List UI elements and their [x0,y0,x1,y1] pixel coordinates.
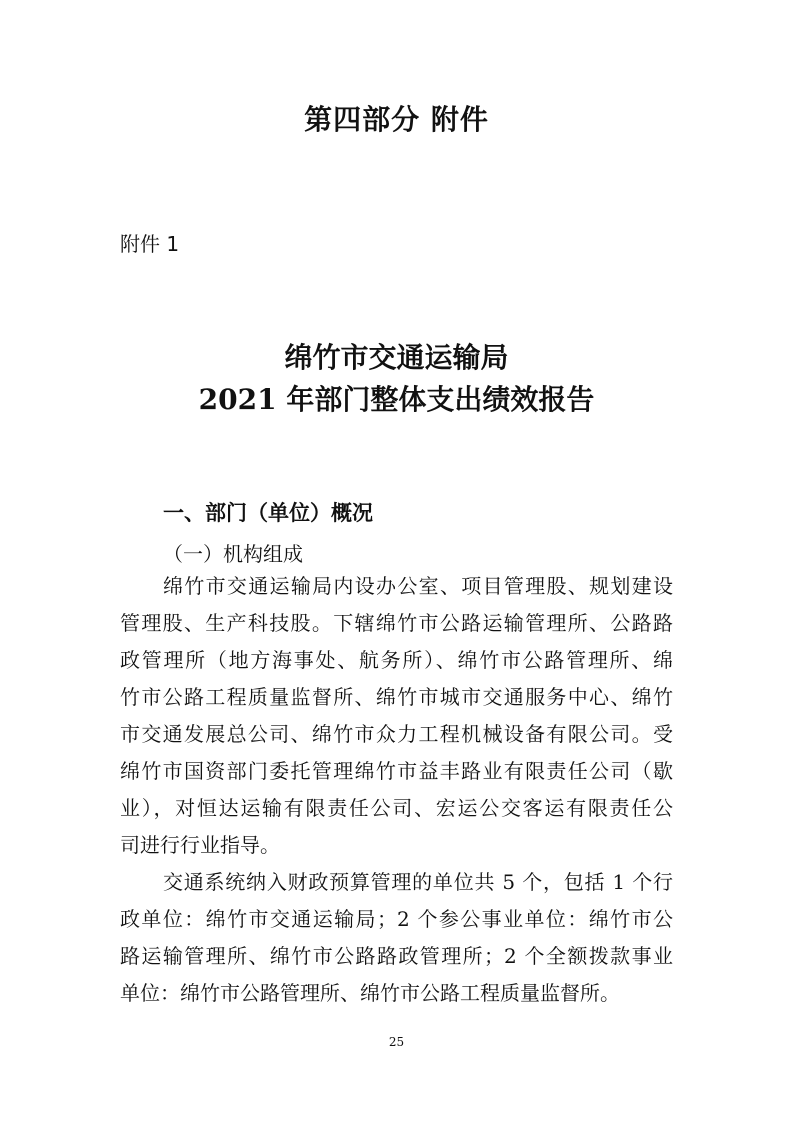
paragraph-line: 交通系统纳入财政预算管理的单位共 5 个，包括 1 个行 [163,870,673,894]
paragraph-line: 绵竹市国资部门委托管理绵竹市益丰路业有限责任公司（歇 [120,759,673,783]
paragraph-line: 竹市公路工程质量监督所、绵竹市城市交通服务中心、绵竹 [120,685,673,709]
annex-label: 附件 1 [120,232,180,256]
report-title-line-1: 绵竹市交通运输局 [284,341,509,374]
report-title-line-2: 2021 年部门整体支出绩效报告 [198,383,595,416]
page-number: 25 [388,1035,405,1049]
paragraph-line: 市交通发展总公司、绵竹市众力工程机械设备有限公司。受 [120,722,673,746]
subsection-heading: （一）机构组成 [163,542,303,566]
paragraph-line: 政管理所（地方海事处、航务所）、绵竹市公路管理所、绵 [120,648,673,672]
paragraph-line: 业），对恒达运输有限责任公司、宏运公交客运有限责任公 [120,796,673,820]
paragraph-line: 政单位：绵竹市交通运输局；2 个参公事业单位：绵竹市公 [120,907,673,931]
paragraph-line: 司进行行业指导。 [120,833,280,857]
section-heading: 一、部门（单位）概况 [163,501,373,525]
part-title: 第四部分 附件 [304,103,489,136]
paragraph-line: 管理股、生产科技股。下辖绵竹市公路运输管理所、公路路 [120,611,673,635]
paragraph-line: 绵竹市交通运输局内设办公室、项目管理股、规划建设 [163,574,673,598]
paragraph-line: 单位：绵竹市公路管理所、绵竹市公路工程质量监督所。 [120,981,620,1005]
paragraph-line: 路运输管理所、绵竹市公路路政管理所；2 个全额拨款事业 [120,944,673,968]
